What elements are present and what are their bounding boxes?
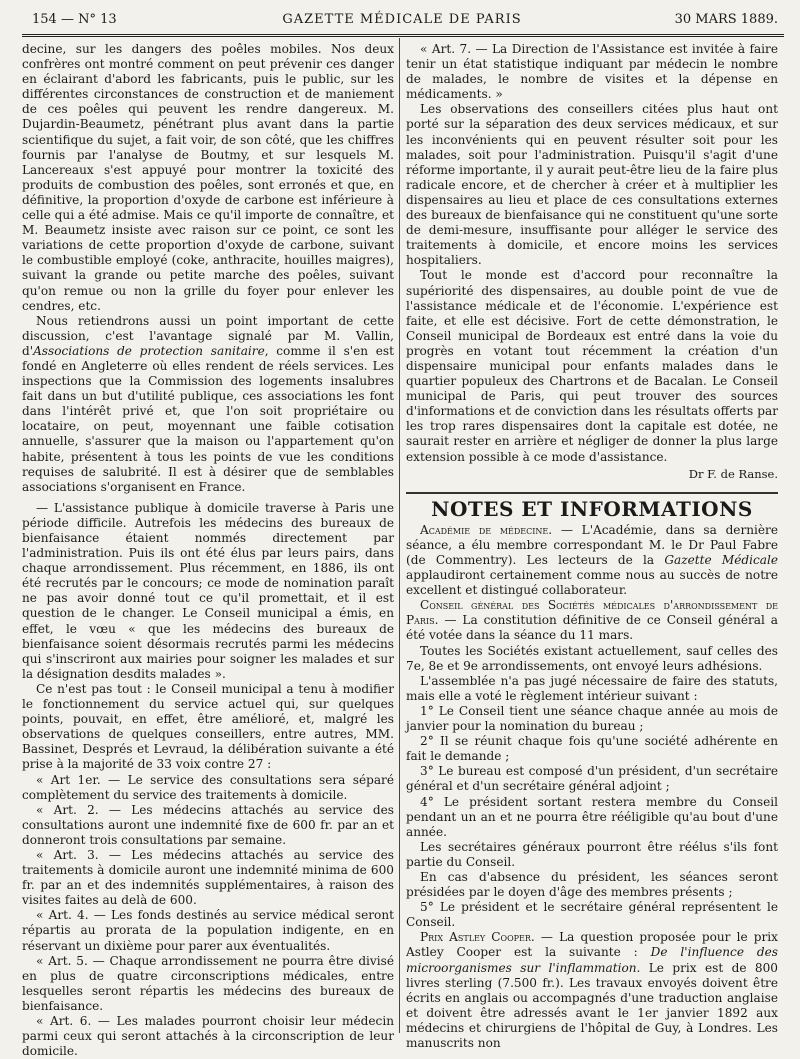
article-3: « Art. 3. — Les médecins attachés au service des traitements à domicile auront une indemnité minima de 600 fr. par an et des indemnités supplémentaires, à raison des visites faites au delà de 600. <box>22 847 394 908</box>
section-title: NOTES ET INFORMATIONS <box>431 496 753 521</box>
header-rule <box>22 34 784 37</box>
column-divider <box>399 38 400 1033</box>
article-2: « Art. 2. — Les médecins attachés au service des consultations auront une indemnité fixe de 600 fr. par an et donneront trois consultations par semaine. <box>22 802 394 847</box>
page-number: 154 — N° 13 <box>32 12 117 27</box>
page-header <box>22 8 782 32</box>
paragraph: En cas d'absence du président, les séances seront présidées par le doyen d'âge des membres présents ; <box>406 869 778 900</box>
rule-1: 1° Le Conseil tient une séance chaque année au mois de janvier pour la nomination du bureau ; <box>406 703 778 734</box>
paragraph: decine, sur les dangers des poêles mobiles. Nos deux confrères ont montré comment on peut prévenir ces danger en éclairant d'abord les fabricants, puis le public, sur les différentes circonstances de construction et de maniement de ces poêles qui peuvent les rendre dangereux. M. Dujardin-Beaumetz, pénétrant plus avant dans la partie scientifique du sujet, a fait voir, de son côté, que les chiffres fournis par l'analyse de Boutmy, et sur lesquels M. Lancereaux s'est appuyé pour montrer la toxicité des produits de combustion des poêles, sont erronés et que, en définitive, la proportion d'oxyde de carbone est inférieure à celle qui a été admise. Mais ce qu'il importe de connaître, et M. Beaumetz insiste avec raison sur ce point, ce sont les variations de cette proportion d'oxyde de carbone, suivant le combustible employé (coke, anthracite, houilles maigres), suivant la grande ou petite marche des poêles, suivant qu'on remue ou non la grille du foyer pour enlever les cendres, etc. <box>22 42 395 313</box>
note-prix: Prix Astley Cooper. — La question proposée pour le prix Astley Cooper est la suivante : De l'influence des microorganismes sur l'inflammation. Le prix est de 800 livres sterling (7.500 fr.). Les travaux envoyés doivent être écrits en anglais ou accompagnés d'une traduction anglaise et doivent être adressés avant le 1er janvier 1892 aux médecins et chirurgiens de l'hôpital de Guy, à Londres. Les manuscrits non <box>406 930 778 1050</box>
journal-title: GAZETTE MÉDICALE DE PARIS <box>282 12 522 27</box>
paragraph: Les observations des conseillers citées plus haut ont porté sur la séparation des deux services médicaux, et sur les inconvénients qui en peuvent résulter soit pour les malades, soit pour l'administration. Puisqu'il s'agit d'une réforme importante, il y aurait peut-être lieu de la faire plus radicale encore, et de chercher à créer et à multiplier les dispensaires au lieu et place de ces consultations externes des bureaux de bienfaisance qui ne constituent qu'une sorte de demi-mesure, insuffisante pour alléger le service des traitements à domicile, et encore moins les services hospitaliers. <box>406 102 778 268</box>
paragraph: Toutes les Sociétés existant actuellement, sauf celles des 7e, 8e et 9e arrondissements, ont envoyé leurs adhésions. <box>406 643 778 673</box>
article-5: « Art. 5. — Chaque arrondissement ne pourra être divisé en plus de quatre circonscriptions médicales, entre lesquelles seront répartis les médecins des bureaux de bienfaisance. <box>22 953 394 1013</box>
article-6: « Art. 6. — Les malades pourront choisir leur médecin parmi ceux qui seront attachés à la circonscription de leur domicile. <box>22 1014 394 1059</box>
left-column <box>22 42 395 1059</box>
article-1: « Art 1er. — Le service des consultations sera séparé complètement du service des traitements à domicile. <box>22 772 394 802</box>
paragraph: Ce n'est pas tout : le Conseil municipal a tenu à modifier le fonctionnement du service actuel qui, sur quelques points, pouvait, en effet, être amélioré, et, malgré les observations de quelques conseillers, entre autres, MM. Bassinet, Després et Levraud, la délibération suivante a été prise à la majorité de 33 voix contre 27 : <box>22 681 394 772</box>
rule-5: 5° Le président et le secrétaire général représentent le Conseil. <box>406 900 778 930</box>
article-4: « Art. 4. — Les fonds destinés au service médical seront répartis au prorata de la population indigente, en en réservant un dixième pour parer aux éventualités. <box>22 908 394 953</box>
signature: Dr F. de Ranse. <box>688 466 778 481</box>
paragraph: Les secrétaires généraux pourront être réélus s'ils font partie du Conseil. <box>406 839 778 869</box>
issue-date: 30 MARS 1889. <box>674 12 778 27</box>
rule-3: 3° Le bureau est composé d'un président, d'un secrétaire général et d'un secrétaire général adjoint ; <box>406 764 778 794</box>
rule-4: 4° Le président sortant restera membre du Conseil pendant un an et ne pourra être rééligible qu'au bout d'une année. <box>406 794 778 839</box>
article-7: « Art. 7. — La Direction de l'Assistance est invitée à faire tenir un état statistique indiquant par médecin le nombre de malades, le nombre de visites et la dépense en médicaments. » <box>406 42 778 102</box>
rule-2: 2° Il se réunit chaque fois qu'une société adhérente en fait le demande ; <box>406 734 778 764</box>
paragraph: — L'assistance publique à domicile traverse à Paris une période difficile. Autrefois les médecins des bureaux de bienfaisance étaient nommés directement par l'administration. Puis ils ont été élus par leurs pairs, dans chaque arrondissement. Plus récemment, en 1886, ils ont été recrutés par le concours; ce mode de nomination paraît ne pas avoir donné tout ce qu'il promettait, et il est question de le changer. Le Conseil municipal a émis, en effet, le vœu « que les médecins des bureaux de bienfaisance soient désormais recrutés parmi les médecins qui s'inscriront aux mairies pour soigner les malades et sur la désignation desdits malades ». <box>22 500 394 681</box>
paragraph: Tout le monde est d'accord pour reconnaître la supériorité des dispensaires, au double point de vue de l'assistance médicale et de l'économie. L'expérience est faite, et elle est décisive. Fort de cette démonstration, le Conseil municipal de Bordeaux est entré dans la voie du progrès en votant tout récemment la création d'un dispensaire municipal pour enfants malades dans le quartier populeux des Chartrons et de Bacalan. Le Conseil municipal de Paris, qui peut trouver des sources d'informations et de conviction dans les résultats offerts par les trop rares dispensaires dont la capitale est dotée, ne saurait rester en arrière et négliger de donner la plus large extension possible à ce mode d'assistance. <box>406 268 778 464</box>
right-column <box>406 42 778 1050</box>
note-academie: Académie de médecine. — L'Académie, dans sa dernière séance, a élu membre correspondant M. le Dr Paul Fabre (de Commentry). Les lecteurs de la Gazette Médicale applaudiront certainement comme nous au succès de notre excellent et distingué collaborateur. <box>406 522 778 598</box>
note-conseil: Conseil général des Sociétés médicales d'arrondissement de Paris. — La constitution définitive de ce Conseil général a été votée dans la séance du 11 mars. <box>406 598 778 643</box>
paragraph: L'assemblée n'a pas jugé nécessaire de faire des statuts, mais elle a voté le règlement intérieur suivant : <box>406 673 778 703</box>
paragraph: Nous retiendrons aussi un point important de cette discussion, c'est l'avantage signalé par M. Vallin, d'Associations de protection sanitaire, comme il s'en est fondé en Angleterre où elles rendent de réels services. Les inspections que la Commission des logements insalubres fait dans un but d'utilité publique, ces associations les font dans l'intérêt privé et, que l'on soit propriétaire ou locataire, on peut, moyennant une faible cotisation annuelle, s'assurer que la maison ou l'appartement qu'on habite, présentent à tous les points de vue les conditions requises de salubrité. Il est à désirer que de semblables associations s'organisent en France. <box>22 313 394 494</box>
section-rule <box>406 492 778 494</box>
